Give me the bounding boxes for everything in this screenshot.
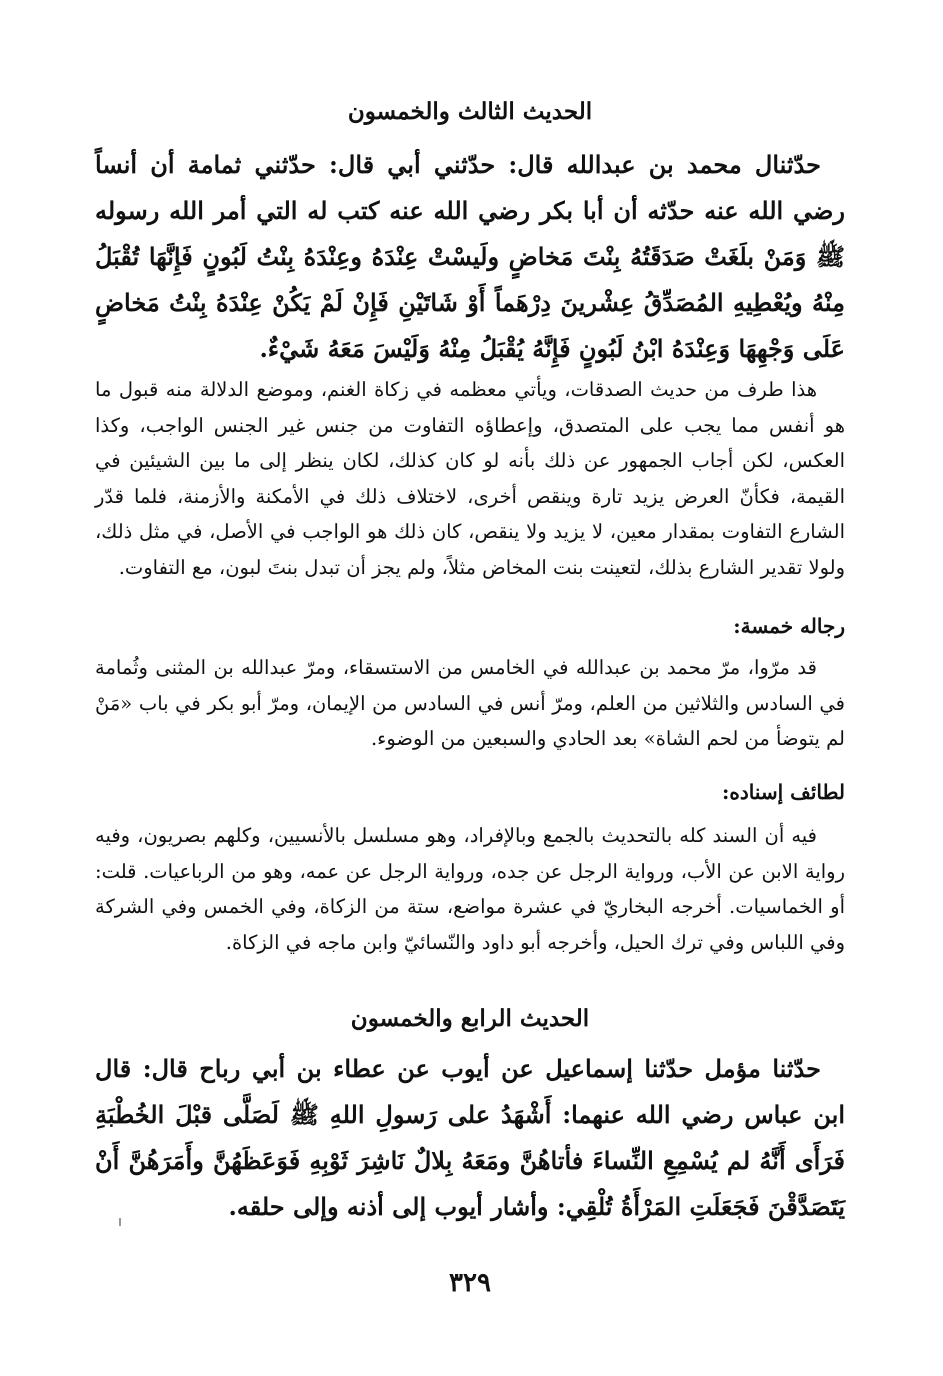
hadith-53-title: الحديث الثالث والخمسون <box>347 98 593 125</box>
chain-notes-heading: لطائف إسناده: <box>721 780 845 804</box>
scan-speck <box>119 1218 121 1226</box>
hadith-54-text: حدّثنا مؤمل حدّثنا إسماعيل عن أيوب عن عطاء بن أبي رباح قال: قال ابن عباس رضي الله عنهما: أَشْهَدُ على رَسولِ اللهِ ﷺ لَصَلَّى قبْلَ الخُطْبَةِ فَرَأَى أَنَّهُ لم يُسْمِعِ النِّساءَ فأتاهُنَّ ومَعَهُ بِلالٌ نَاشِرَ ثَوْبِهِ فَوَعَظَهُنَّ وأَمَرَهُنَّ أَنْ يَتَصَدَّقْنَ فَجَعَلَتِ المَرْأَةُ تُلْقِي: وأشار أيوب إلى أذنه وإلى حلقه. <box>95 1054 845 1221</box>
hadith-53-text: حدّثنال محمد بن عبدالله قال: حدّثني أبي قال: حدّثني ثمامة أن أنساً رضي الله عنه حدّثه أن أبا بكر رضي الله عنه كتب له التي أمر الله رسوله ﷺ وَمَنْ بلَغَتْ صَدَقَتُهُ بِنْتَ مَخاضٍ ولَيسْتْ عِنْدَهُ وعِنْدَهُ بِنْتُ لَبُونٍ فَإِنَّهَا تُقْبَلُ مِنْهُ ويُعْطِيهِ المُصَدِّقُ عِشْرينَ دِرْهَماً أَوْ شَاتَيْنِ فَإِنْ لَمْ يَكُنْ عِنْدَهُ بِنْتُ مَخاضٍ عَلَى وَجْهِهَا وَعِنْدَهُ ابْنُ لَبُونٍ فَإِنَّهُ يُقْبَلُ مِنْهُ وَلَيْسَ مَعَهُ شَيْءٌ. <box>95 150 845 363</box>
hadith-54-title: الحديث الرابع والخمسون <box>350 1005 590 1032</box>
commentary-text: هذا طرف من حديث الصدقات، ويأتي معظمه في زكاة الغنم، وموضع الدلالة منه قبول ما هو أنفس مما يجب على المتصدق، وإعطاؤه التفاوت من جنس غير الجنس الواجب، وكذا العكس، لكن أجاب الجمهور عن ذلك بأنه لو كان كذلك، لكان ينظر إلى ما بين الشيئين في القيمة، فكأنّ العرض يزيد تارة وينقص أخرى، لاختلاف ذلك في الأمكنة والأزمنة، فلما قدّر الشارع التفاوت بمقدار معين، لا يزيد ولا ينقص، كان ذلك هو الواجب في الأصل، في مثل ذلك، ولولا تقدير الشارع بذلك، لتعينت بنت المخاض مثلاً، ولم يجز أن تبدل بنتَ لبون، مع التفاوت. <box>95 378 845 579</box>
narrators-heading: رجاله خمسة: <box>733 614 845 638</box>
chain-notes-text: فيه أن السند كله بالتحديث بالجمع وبالإفراد، وهو مسلسل بالأنسيين، وكلهم بصريون، وفيه رواية الابن عن الأب، ورواية الرجل عن جده، ورواية الرجل عن عمه، وهو من الرباعيات. قلت: أو الخماسيات. أخرجه البخاريّ في عشرة مواضع، ستة من الزكاة، وفي الخمس وفي الشركة وفي اللباس وفي ترك الحيل، وأخرجه أبو داود والنّسائيّ وابن ماجه في الزكاة. <box>95 824 845 954</box>
page-number: ٣٢٩ <box>449 1268 491 1298</box>
narrators-text: قد مرّوا، مرّ محمد بن عبدالله في الخامس من الاستسقاء، ومرّ عبدالله بن المثنى وثُمامة في السادس والثلاثين من العلم، ومرّ أنس في السادس من الإيمان، ومرّ أبو بكر في باب «مَنْ لم يتوضأ من لحم الشاة» بعد الحادي والسبعين من الوضوء. <box>95 656 845 750</box>
